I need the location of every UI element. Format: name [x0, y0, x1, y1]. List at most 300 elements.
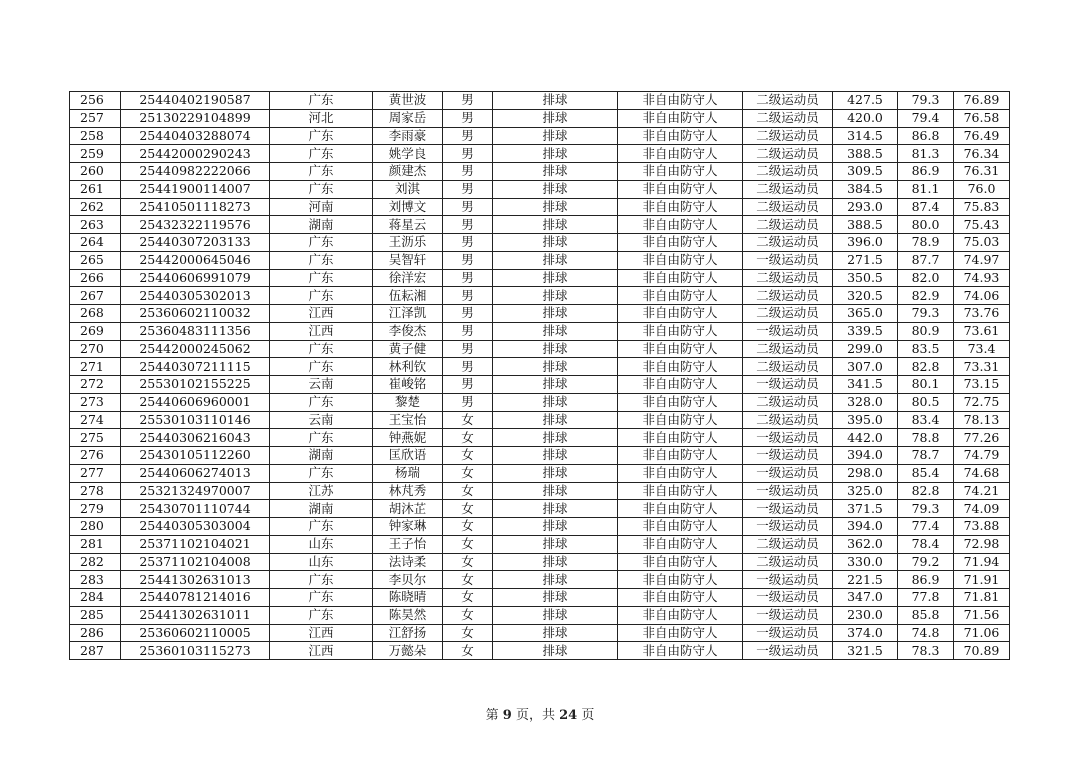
table-row — [70, 518, 1010, 536]
exam-id-cell: 25442000290243 — [121, 145, 270, 163]
name-cell: 徐洋宏 — [373, 269, 443, 287]
score-a-cell: 394.0 — [833, 447, 898, 465]
total-score-cell: 77.26 — [954, 429, 1010, 447]
score-b-cell: 81.1 — [898, 180, 954, 198]
table-row — [70, 500, 1010, 518]
province-cell: 江西 — [270, 322, 373, 340]
rank-cell: 267 — [70, 287, 121, 305]
athlete-level-cell: 二级运动员 — [743, 358, 833, 376]
score-a-cell: 307.0 — [833, 358, 898, 376]
exam-id-cell: 25371102104021 — [121, 535, 270, 553]
gender-cell: 女 — [443, 553, 493, 571]
score-b-cell: 86.9 — [898, 163, 954, 181]
score-a-cell: 362.0 — [833, 535, 898, 553]
province-cell: 广东 — [270, 92, 373, 110]
province-cell: 河北 — [270, 109, 373, 127]
table-row — [70, 535, 1010, 553]
position-cell: 非自由防守人 — [618, 180, 743, 198]
name-cell: 王子怡 — [373, 535, 443, 553]
position-cell: 非自由防守人 — [618, 216, 743, 234]
score-b-cell: 78.3 — [898, 642, 954, 660]
score-a-cell: 350.5 — [833, 269, 898, 287]
athlete-level-cell: 一级运动员 — [743, 251, 833, 269]
athlete-level-cell: 二级运动员 — [743, 180, 833, 198]
total-score-cell: 72.75 — [954, 393, 1010, 411]
province-cell: 广东 — [270, 145, 373, 163]
province-cell: 广东 — [270, 269, 373, 287]
gender-cell: 女 — [443, 535, 493, 553]
athlete-level-cell: 二级运动员 — [743, 127, 833, 145]
table-row — [70, 606, 1010, 624]
position-cell: 非自由防守人 — [618, 269, 743, 287]
position-cell: 非自由防守人 — [618, 642, 743, 660]
total-score-cell: 76.31 — [954, 163, 1010, 181]
total-score-cell: 73.31 — [954, 358, 1010, 376]
gender-cell: 男 — [443, 145, 493, 163]
exam-id-cell: 25432322119576 — [121, 216, 270, 234]
rank-cell: 275 — [70, 429, 121, 447]
gender-cell: 女 — [443, 624, 493, 642]
total-score-cell: 73.4 — [954, 340, 1010, 358]
table-row — [70, 411, 1010, 429]
table-row — [70, 145, 1010, 163]
exam-id-cell: 25440305302013 — [121, 287, 270, 305]
gender-cell: 女 — [443, 642, 493, 660]
table-row — [70, 198, 1010, 216]
athlete-level-cell: 二级运动员 — [743, 305, 833, 323]
exam-id-cell: 25430701110744 — [121, 500, 270, 518]
name-cell: 周家岳 — [373, 109, 443, 127]
name-cell: 黄世波 — [373, 92, 443, 110]
position-cell: 非自由防守人 — [618, 305, 743, 323]
position-cell: 非自由防守人 — [618, 429, 743, 447]
name-cell: 刘淇 — [373, 180, 443, 198]
rank-cell: 283 — [70, 571, 121, 589]
rank-cell: 284 — [70, 589, 121, 607]
score-b-cell: 83.4 — [898, 411, 954, 429]
exam-id-cell: 25440305303004 — [121, 518, 270, 536]
table-row — [70, 322, 1010, 340]
score-b-cell: 79.3 — [898, 92, 954, 110]
gender-cell: 男 — [443, 287, 493, 305]
position-cell: 非自由防守人 — [618, 464, 743, 482]
province-cell: 广东 — [270, 180, 373, 198]
table-row — [70, 234, 1010, 252]
province-cell: 江西 — [270, 624, 373, 642]
sport-cell: 排球 — [493, 198, 618, 216]
total-score-cell: 76.49 — [954, 127, 1010, 145]
sport-cell: 排球 — [493, 464, 618, 482]
exam-id-cell: 25441900114007 — [121, 180, 270, 198]
table-row — [70, 287, 1010, 305]
sport-cell: 排球 — [493, 163, 618, 181]
results-table-container — [69, 91, 1009, 660]
rank-cell: 263 — [70, 216, 121, 234]
rank-cell: 259 — [70, 145, 121, 163]
total-page-count: 24 — [559, 708, 578, 723]
province-cell: 江西 — [270, 305, 373, 323]
gender-cell: 女 — [443, 500, 493, 518]
name-cell: 林利钦 — [373, 358, 443, 376]
score-a-cell: 230.0 — [833, 606, 898, 624]
sport-cell: 排球 — [493, 553, 618, 571]
gender-cell: 男 — [443, 358, 493, 376]
score-a-cell: 328.0 — [833, 393, 898, 411]
gender-cell: 男 — [443, 180, 493, 198]
table-row — [70, 429, 1010, 447]
sport-cell: 排球 — [493, 92, 618, 110]
total-score-cell: 78.13 — [954, 411, 1010, 429]
rank-cell: 274 — [70, 411, 121, 429]
rank-cell: 258 — [70, 127, 121, 145]
rank-cell: 281 — [70, 535, 121, 553]
score-a-cell: 309.5 — [833, 163, 898, 181]
total-score-cell: 73.61 — [954, 322, 1010, 340]
gender-cell: 女 — [443, 429, 493, 447]
score-a-cell: 314.5 — [833, 127, 898, 145]
gender-cell: 男 — [443, 251, 493, 269]
table-row — [70, 393, 1010, 411]
sport-cell: 排球 — [493, 518, 618, 536]
exam-id-cell: 25410501118273 — [121, 198, 270, 216]
position-cell: 非自由防守人 — [618, 127, 743, 145]
name-cell: 王沥乐 — [373, 234, 443, 252]
score-b-cell: 78.8 — [898, 429, 954, 447]
gender-cell: 男 — [443, 198, 493, 216]
sport-cell: 排球 — [493, 127, 618, 145]
position-cell: 非自由防守人 — [618, 535, 743, 553]
score-b-cell: 80.1 — [898, 376, 954, 394]
total-score-cell: 73.15 — [954, 376, 1010, 394]
province-cell: 江西 — [270, 642, 373, 660]
table-row — [70, 464, 1010, 482]
gender-cell: 女 — [443, 464, 493, 482]
sport-cell: 排球 — [493, 287, 618, 305]
score-a-cell: 374.0 — [833, 624, 898, 642]
gender-cell: 女 — [443, 606, 493, 624]
rank-cell: 272 — [70, 376, 121, 394]
footer-suffix: 页 — [577, 708, 595, 723]
position-cell: 非自由防守人 — [618, 571, 743, 589]
gender-cell: 男 — [443, 393, 493, 411]
table-row — [70, 340, 1010, 358]
exam-id-cell: 25430105112260 — [121, 447, 270, 465]
province-cell: 湖南 — [270, 216, 373, 234]
table-row — [70, 109, 1010, 127]
name-cell: 杨瑞 — [373, 464, 443, 482]
athlete-level-cell: 二级运动员 — [743, 269, 833, 287]
total-score-cell: 75.43 — [954, 216, 1010, 234]
rank-cell: 273 — [70, 393, 121, 411]
sport-cell: 排球 — [493, 376, 618, 394]
score-b-cell: 82.8 — [898, 482, 954, 500]
position-cell: 非自由防守人 — [618, 482, 743, 500]
exam-id-cell: 25321324970007 — [121, 482, 270, 500]
province-cell: 广东 — [270, 127, 373, 145]
rank-cell: 279 — [70, 500, 121, 518]
sport-cell: 排球 — [493, 411, 618, 429]
score-a-cell: 321.5 — [833, 642, 898, 660]
gender-cell: 女 — [443, 571, 493, 589]
rank-cell: 271 — [70, 358, 121, 376]
score-b-cell: 85.8 — [898, 606, 954, 624]
province-cell: 湖南 — [270, 447, 373, 465]
current-page-number: 9 — [502, 708, 512, 723]
score-b-cell: 83.5 — [898, 340, 954, 358]
name-cell: 钟燕妮 — [373, 429, 443, 447]
name-cell: 胡沐芷 — [373, 500, 443, 518]
rank-cell: 278 — [70, 482, 121, 500]
score-a-cell: 442.0 — [833, 429, 898, 447]
score-b-cell: 77.4 — [898, 518, 954, 536]
province-cell: 云南 — [270, 376, 373, 394]
table-row — [70, 376, 1010, 394]
total-score-cell: 76.89 — [954, 92, 1010, 110]
gender-cell: 男 — [443, 216, 493, 234]
score-a-cell: 388.5 — [833, 145, 898, 163]
score-a-cell: 298.0 — [833, 464, 898, 482]
table-row — [70, 305, 1010, 323]
exam-id-cell: 25360483111356 — [121, 322, 270, 340]
athlete-level-cell: 一级运动员 — [743, 447, 833, 465]
position-cell: 非自由防守人 — [618, 340, 743, 358]
total-score-cell: 73.76 — [954, 305, 1010, 323]
athlete-level-cell: 一级运动员 — [743, 518, 833, 536]
total-score-cell: 75.83 — [954, 198, 1010, 216]
athlete-level-cell: 一级运动员 — [743, 606, 833, 624]
score-a-cell: 271.5 — [833, 251, 898, 269]
rank-cell: 285 — [70, 606, 121, 624]
exam-id-cell: 25441302631013 — [121, 571, 270, 589]
athlete-level-cell: 一级运动员 — [743, 464, 833, 482]
name-cell: 李雨豪 — [373, 127, 443, 145]
total-score-cell: 76.34 — [954, 145, 1010, 163]
athlete-level-cell: 二级运动员 — [743, 287, 833, 305]
table-row — [70, 553, 1010, 571]
name-cell: 颜建杰 — [373, 163, 443, 181]
score-b-cell: 86.9 — [898, 571, 954, 589]
position-cell: 非自由防守人 — [618, 553, 743, 571]
name-cell: 江舒扬 — [373, 624, 443, 642]
name-cell: 李俊杰 — [373, 322, 443, 340]
province-cell: 广东 — [270, 340, 373, 358]
exam-id-cell: 25530103110146 — [121, 411, 270, 429]
score-b-cell: 82.8 — [898, 358, 954, 376]
gender-cell: 男 — [443, 376, 493, 394]
rank-cell: 262 — [70, 198, 121, 216]
sport-cell: 排球 — [493, 234, 618, 252]
table-row — [70, 127, 1010, 145]
province-cell: 广东 — [270, 393, 373, 411]
sport-cell: 排球 — [493, 145, 618, 163]
score-a-cell: 395.0 — [833, 411, 898, 429]
athlete-level-cell: 二级运动员 — [743, 234, 833, 252]
score-a-cell: 299.0 — [833, 340, 898, 358]
gender-cell: 男 — [443, 127, 493, 145]
score-b-cell: 80.5 — [898, 393, 954, 411]
gender-cell: 男 — [443, 109, 493, 127]
rank-cell: 276 — [70, 447, 121, 465]
athlete-level-cell: 二级运动员 — [743, 393, 833, 411]
table-row — [70, 642, 1010, 660]
athlete-level-cell: 一级运动员 — [743, 429, 833, 447]
table-row — [70, 180, 1010, 198]
position-cell: 非自由防守人 — [618, 322, 743, 340]
score-a-cell: 371.5 — [833, 500, 898, 518]
score-a-cell: 221.5 — [833, 571, 898, 589]
province-cell: 广东 — [270, 251, 373, 269]
sport-cell: 排球 — [493, 624, 618, 642]
rank-cell: 266 — [70, 269, 121, 287]
athlete-level-cell: 二级运动员 — [743, 411, 833, 429]
total-score-cell: 74.97 — [954, 251, 1010, 269]
exam-id-cell: 25360602110032 — [121, 305, 270, 323]
total-score-cell: 74.09 — [954, 500, 1010, 518]
table-row — [70, 624, 1010, 642]
score-b-cell: 79.4 — [898, 109, 954, 127]
total-score-cell: 71.06 — [954, 624, 1010, 642]
position-cell: 非自由防守人 — [618, 251, 743, 269]
athlete-level-cell: 二级运动员 — [743, 198, 833, 216]
athlete-level-cell: 一级运动员 — [743, 482, 833, 500]
position-cell: 非自由防守人 — [618, 109, 743, 127]
name-cell: 吴智轩 — [373, 251, 443, 269]
score-a-cell: 388.5 — [833, 216, 898, 234]
rank-cell: 286 — [70, 624, 121, 642]
score-b-cell: 87.4 — [898, 198, 954, 216]
score-b-cell: 82.9 — [898, 287, 954, 305]
total-score-cell: 76.58 — [954, 109, 1010, 127]
name-cell: 陈晓晴 — [373, 589, 443, 607]
athlete-level-cell: 二级运动员 — [743, 145, 833, 163]
score-b-cell: 77.8 — [898, 589, 954, 607]
position-cell: 非自由防守人 — [618, 447, 743, 465]
gender-cell: 男 — [443, 305, 493, 323]
rank-cell: 269 — [70, 322, 121, 340]
exam-id-cell: 25442000245062 — [121, 340, 270, 358]
province-cell: 广东 — [270, 287, 373, 305]
rank-cell: 261 — [70, 180, 121, 198]
rank-cell: 277 — [70, 464, 121, 482]
rank-cell: 256 — [70, 92, 121, 110]
score-a-cell: 293.0 — [833, 198, 898, 216]
table-body — [70, 92, 1010, 660]
sport-cell: 排球 — [493, 393, 618, 411]
name-cell: 李贝尔 — [373, 571, 443, 589]
name-cell: 王宝怡 — [373, 411, 443, 429]
rank-cell: 268 — [70, 305, 121, 323]
score-b-cell: 80.0 — [898, 216, 954, 234]
exam-id-cell: 25530102155225 — [121, 376, 270, 394]
gender-cell: 男 — [443, 92, 493, 110]
exam-id-cell: 25440781214016 — [121, 589, 270, 607]
rank-cell: 282 — [70, 553, 121, 571]
position-cell: 非自由防守人 — [618, 606, 743, 624]
position-cell: 非自由防守人 — [618, 624, 743, 642]
name-cell: 钟家琳 — [373, 518, 443, 536]
score-b-cell: 79.3 — [898, 305, 954, 323]
athlete-level-cell: 二级运动员 — [743, 109, 833, 127]
rank-cell: 270 — [70, 340, 121, 358]
exam-id-cell: 25440307211115 — [121, 358, 270, 376]
score-a-cell: 341.5 — [833, 376, 898, 394]
score-b-cell: 81.3 — [898, 145, 954, 163]
score-b-cell: 85.4 — [898, 464, 954, 482]
total-score-cell: 71.56 — [954, 606, 1010, 624]
athlete-level-cell: 二级运动员 — [743, 553, 833, 571]
athlete-level-cell: 一级运动员 — [743, 589, 833, 607]
sport-cell: 排球 — [493, 305, 618, 323]
province-cell: 湖南 — [270, 500, 373, 518]
total-score-cell: 74.68 — [954, 464, 1010, 482]
name-cell: 伍耘湘 — [373, 287, 443, 305]
rank-cell: 280 — [70, 518, 121, 536]
sport-cell: 排球 — [493, 180, 618, 198]
name-cell: 江泽凯 — [373, 305, 443, 323]
athlete-level-cell: 二级运动员 — [743, 535, 833, 553]
total-score-cell: 76.0 — [954, 180, 1010, 198]
name-cell: 黎楚 — [373, 393, 443, 411]
position-cell: 非自由防守人 — [618, 145, 743, 163]
province-cell: 山东 — [270, 535, 373, 553]
page-footer — [0, 704, 1080, 723]
sport-cell: 排球 — [493, 251, 618, 269]
gender-cell: 女 — [443, 482, 493, 500]
score-a-cell: 339.5 — [833, 322, 898, 340]
rank-cell: 287 — [70, 642, 121, 660]
name-cell: 陈昊然 — [373, 606, 443, 624]
total-score-cell: 74.79 — [954, 447, 1010, 465]
rank-cell: 265 — [70, 251, 121, 269]
sport-cell: 排球 — [493, 340, 618, 358]
score-a-cell: 347.0 — [833, 589, 898, 607]
province-cell: 广东 — [270, 429, 373, 447]
score-b-cell: 78.4 — [898, 535, 954, 553]
rank-cell: 260 — [70, 163, 121, 181]
table-row — [70, 216, 1010, 234]
athlete-level-cell: 一级运动员 — [743, 642, 833, 660]
exam-id-cell: 25371102104008 — [121, 553, 270, 571]
sport-cell: 排球 — [493, 589, 618, 607]
total-score-cell: 71.91 — [954, 571, 1010, 589]
province-cell: 广东 — [270, 163, 373, 181]
gender-cell: 女 — [443, 518, 493, 536]
score-a-cell: 420.0 — [833, 109, 898, 127]
score-b-cell: 86.8 — [898, 127, 954, 145]
table-row — [70, 269, 1010, 287]
table-row — [70, 251, 1010, 269]
exam-id-cell: 25360103115273 — [121, 642, 270, 660]
total-score-cell: 74.21 — [954, 482, 1010, 500]
gender-cell: 男 — [443, 163, 493, 181]
sport-cell: 排球 — [493, 358, 618, 376]
sport-cell: 排球 — [493, 482, 618, 500]
province-cell: 广东 — [270, 464, 373, 482]
rank-cell: 264 — [70, 234, 121, 252]
name-cell: 法诗柔 — [373, 553, 443, 571]
province-cell: 广东 — [270, 589, 373, 607]
province-cell: 广东 — [270, 358, 373, 376]
total-score-cell: 74.93 — [954, 269, 1010, 287]
exam-id-cell: 25440306216043 — [121, 429, 270, 447]
athlete-level-cell: 二级运动员 — [743, 216, 833, 234]
position-cell: 非自由防守人 — [618, 163, 743, 181]
exam-id-cell: 25440403288074 — [121, 127, 270, 145]
exam-id-cell: 25440606274013 — [121, 464, 270, 482]
gender-cell: 女 — [443, 411, 493, 429]
athlete-level-cell: 二级运动员 — [743, 92, 833, 110]
athlete-level-cell: 一级运动员 — [743, 624, 833, 642]
